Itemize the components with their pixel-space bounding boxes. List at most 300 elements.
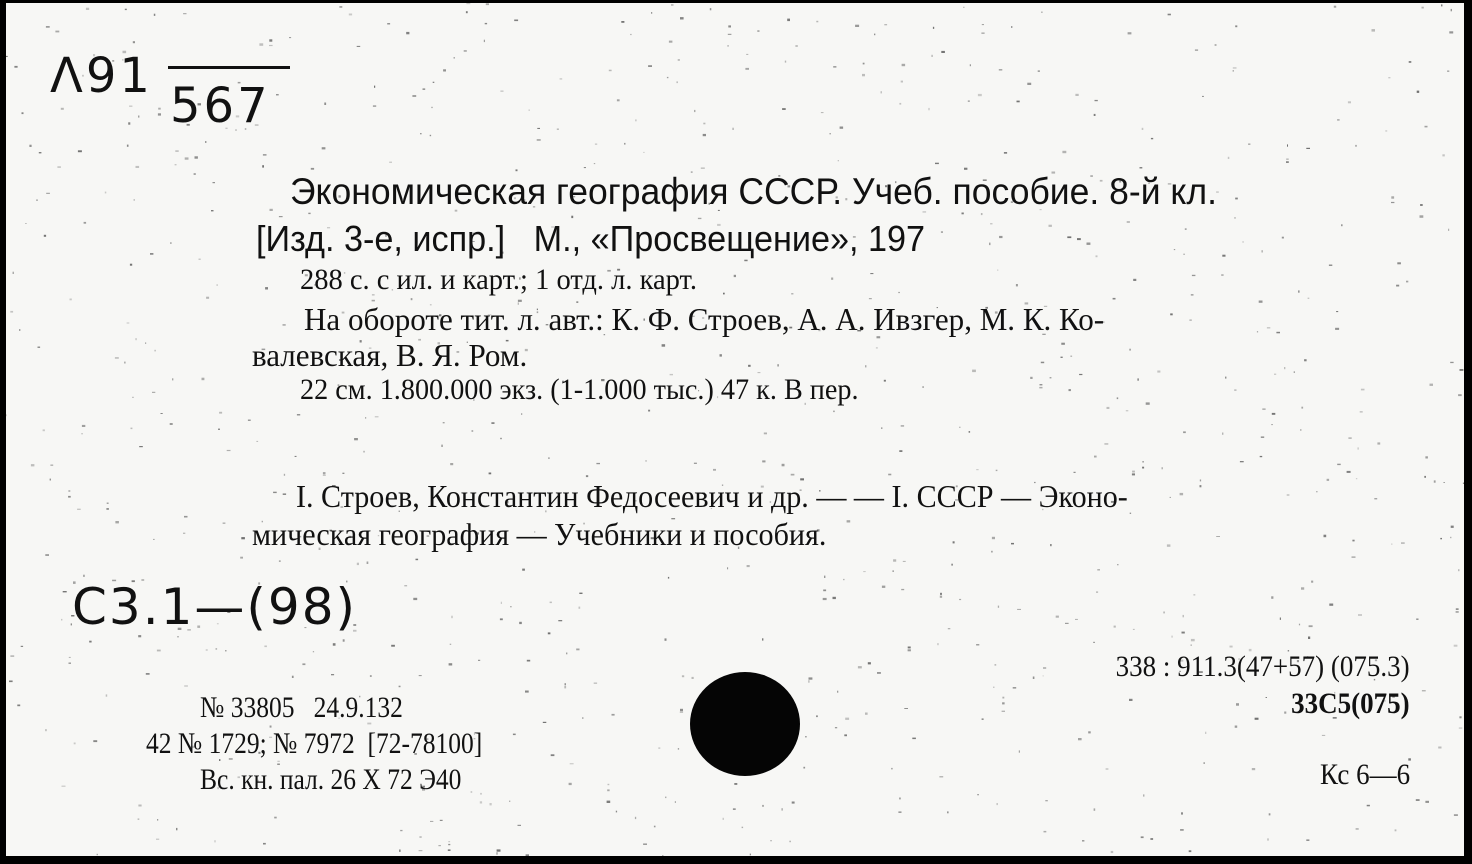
speckle [1137, 378, 1139, 380]
speckle [1041, 362, 1044, 364]
speckle [596, 463, 600, 464]
speckle [1306, 148, 1310, 149]
speckle [891, 768, 893, 770]
speckle [790, 841, 791, 843]
speckle [175, 164, 177, 165]
speckle [843, 579, 844, 580]
speckle [668, 577, 669, 579]
speckle [44, 235, 46, 237]
speckle [269, 39, 272, 41]
speckle [61, 619, 62, 621]
speckle [680, 709, 683, 711]
speckle [757, 30, 759, 31]
speckle [785, 61, 786, 63]
speckle [579, 593, 582, 594]
speckle [84, 222, 87, 224]
speckle [406, 32, 409, 34]
speckle [1448, 229, 1449, 231]
speckle [10, 655, 14, 657]
speckle [976, 644, 979, 645]
speckle [279, 561, 281, 562]
speckle [1356, 828, 1359, 829]
speckle [899, 450, 902, 452]
speckle [22, 112, 24, 114]
speckle [139, 446, 143, 447]
speckle [1416, 799, 1420, 801]
speckle [129, 106, 132, 107]
speckle [1157, 371, 1160, 373]
entry-pages-line: 288 с. с ил. и карт.; 1 отд. л. карт. [300, 263, 697, 296]
speckle [999, 236, 1002, 238]
speckle [1111, 851, 1114, 853]
speckle [1168, 14, 1171, 16]
speckle [651, 12, 652, 14]
speckle [747, 565, 750, 567]
speckle [582, 717, 584, 719]
speckle [1374, 498, 1377, 499]
speckle [433, 82, 435, 83]
speckle [1286, 161, 1289, 163]
speckle [898, 812, 901, 813]
speckle [1322, 735, 1325, 736]
speckle [1440, 538, 1442, 539]
speckle [837, 691, 838, 693]
speckle [1450, 537, 1451, 538]
speckle [1341, 224, 1343, 226]
speckle [570, 763, 574, 764]
entry-authors-line-2: валевская, В. Я. Ром. [252, 337, 528, 373]
speckle [710, 8, 712, 10]
speckle [93, 740, 97, 742]
speckle [1391, 196, 1394, 198]
entry-edition-line: [Изд. 3-е, испр.] М., «Просвещение», 197 [256, 218, 926, 259]
speckle [525, 691, 529, 693]
speckle [742, 827, 744, 828]
speckle [940, 593, 942, 595]
speckle [831, 278, 833, 280]
speckle [86, 8, 89, 10]
speckle [996, 470, 998, 471]
speckle [1082, 840, 1084, 841]
speckle [576, 649, 579, 651]
speckle [339, 6, 342, 7]
speckle [940, 596, 942, 598]
entry-title-line: Экономическая география СССР. Учеб. пособие. 8-й кл. [290, 171, 1217, 212]
speckle [816, 21, 818, 23]
speckle [1388, 77, 1390, 78]
speckle [1259, 301, 1263, 303]
speckle [658, 747, 660, 748]
speckle [1142, 128, 1144, 130]
speckle [734, 275, 736, 277]
speckle [1417, 91, 1420, 93]
speckle [1459, 716, 1461, 718]
speckle [999, 69, 1003, 70]
speckle [669, 41, 673, 43]
speckle [1132, 471, 1135, 473]
speckle [941, 51, 945, 53]
speckle [808, 680, 809, 683]
speckle [723, 293, 725, 295]
speckle [1087, 243, 1091, 245]
speckle [265, 287, 268, 289]
speckle [128, 122, 130, 124]
speckle [1420, 204, 1423, 206]
speckle [727, 45, 729, 47]
speckle [411, 298, 413, 300]
speckle [440, 820, 443, 821]
speckle [262, 165, 264, 167]
speckle [1294, 372, 1295, 373]
speckle [1336, 311, 1338, 312]
speckle [874, 34, 875, 36]
speckle [205, 141, 206, 143]
speckle [45, 729, 47, 731]
speckle [83, 575, 85, 577]
speckle [1337, 119, 1340, 120]
speckle [665, 638, 667, 640]
speckle [170, 242, 172, 243]
speckle [1104, 443, 1108, 444]
speckle [259, 43, 263, 46]
speckle [50, 479, 51, 481]
speckle [510, 606, 511, 607]
speckle [400, 830, 402, 831]
speckle [184, 685, 188, 686]
speckle [89, 641, 91, 643]
speckle [855, 25, 859, 27]
speckle [791, 293, 793, 294]
speckle [1191, 639, 1195, 641]
entry-print-line: 22 см. 1.800.000 экз. (1-1.000 тыс.) 47 к. В пер. [300, 373, 859, 406]
speckle [450, 644, 452, 645]
speckle [363, 451, 365, 453]
speckle [968, 101, 970, 102]
speckle [292, 676, 294, 678]
speckle [404, 585, 407, 586]
speckle [29, 145, 31, 147]
speckle [522, 569, 525, 571]
speckle [62, 786, 66, 787]
speckle [322, 147, 326, 149]
speckle [1358, 447, 1359, 449]
stamp-line-3: Вс. кн. пал. 26 Х 72 Э40 [200, 763, 462, 796]
speckle [466, 3, 470, 4]
speckle [150, 253, 153, 255]
speckle [1449, 31, 1453, 33]
speckle [1030, 377, 1032, 379]
speckle [863, 63, 865, 65]
speckle [608, 784, 610, 785]
speckle [805, 736, 806, 737]
speckle [1430, 384, 1434, 386]
speckle [106, 694, 108, 696]
speckle [990, 223, 992, 224]
speckle [901, 81, 903, 83]
speckle [1456, 608, 1459, 609]
speckle [1308, 637, 1310, 640]
speckle [982, 719, 984, 720]
speckle [17, 705, 20, 707]
speckle [643, 152, 644, 153]
speckle [497, 849, 501, 851]
speckle [865, 713, 868, 715]
speckle [947, 811, 948, 813]
speckle [692, 677, 694, 679]
speckle [500, 618, 503, 620]
speckle [153, 539, 154, 540]
speckle [1132, 473, 1135, 475]
speckle [933, 27, 934, 29]
speckle [1424, 476, 1426, 478]
speckle [1447, 70, 1449, 72]
speckle [566, 653, 567, 655]
speckle [1377, 442, 1380, 444]
speckle [389, 162, 392, 163]
speckle [431, 107, 432, 108]
speckle [1271, 596, 1273, 599]
speckle [1324, 535, 1327, 538]
speckle [50, 465, 53, 466]
speckle [862, 74, 865, 76]
speckle [868, 662, 871, 664]
speckle [548, 632, 551, 634]
speckle [1142, 461, 1143, 462]
speckle [1458, 394, 1462, 396]
speckle [270, 209, 273, 211]
speckle [157, 819, 158, 821]
speckle [787, 19, 790, 22]
speckle [1367, 805, 1370, 807]
fraction-bar [168, 66, 290, 69]
speckle [1011, 26, 1012, 28]
speckle [283, 324, 286, 326]
speckle [1182, 632, 1185, 634]
speckle [342, 473, 344, 474]
speckle [1172, 636, 1173, 638]
speckle [138, 116, 139, 118]
speckle [1276, 332, 1280, 334]
speckle [1050, 544, 1052, 546]
speckle [912, 738, 916, 740]
speckle [1360, 411, 1363, 413]
speckle [1416, 619, 1418, 620]
punch-hole [690, 672, 800, 776]
speckle [665, 797, 666, 799]
speckle [1396, 285, 1399, 287]
speckle [1004, 152, 1007, 154]
speckle [1243, 241, 1244, 243]
speckle [1460, 369, 1464, 371]
speckle [472, 430, 474, 432]
speckle [55, 31, 59, 33]
speckle [443, 422, 445, 423]
speckle [419, 850, 423, 851]
speckle [1228, 157, 1230, 159]
speckle [1141, 836, 1144, 838]
speckle [678, 748, 679, 750]
udc-line: 338 : 911.3(47+57) (075.3) [1116, 650, 1410, 683]
speckle [1151, 138, 1153, 139]
speckle [959, 599, 961, 600]
speckle [1459, 728, 1463, 729]
speckle [69, 663, 72, 664]
speckle [97, 854, 98, 855]
speckle [412, 95, 416, 97]
speckle [733, 808, 736, 810]
speckle [225, 650, 226, 651]
speckle [451, 616, 452, 619]
speckle [1133, 629, 1135, 630]
speckle [311, 168, 314, 170]
speckle [216, 648, 218, 649]
speckle [612, 714, 615, 716]
speckle [1347, 471, 1351, 473]
speckle [881, 427, 882, 429]
speckle [1216, 536, 1220, 537]
speckle [241, 537, 245, 539]
speckle [840, 127, 844, 129]
speckle [1271, 424, 1273, 425]
speckle [1114, 626, 1116, 628]
speckle [124, 362, 125, 364]
speckle [662, 344, 666, 347]
speckle [1269, 813, 1271, 815]
speckle [1300, 429, 1301, 431]
speckle [501, 602, 502, 604]
speckle [607, 789, 609, 791]
speckle [1425, 801, 1429, 803]
speckle [464, 50, 467, 51]
speckle [1311, 581, 1313, 583]
speckle [1425, 126, 1428, 128]
speckle [963, 7, 964, 8]
speckle [39, 152, 42, 153]
speckle [648, 65, 652, 67]
speckle [870, 273, 873, 274]
speckle [893, 570, 894, 572]
speckle [68, 496, 71, 498]
card-code: Кс 6—6 [1319, 758, 1410, 791]
speckle [448, 841, 450, 842]
speckle [1078, 738, 1082, 740]
speckle [908, 649, 911, 651]
speckle [607, 801, 611, 803]
speckle [643, 844, 647, 845]
speckle [1069, 389, 1071, 391]
speckle [1348, 437, 1351, 438]
speckle [43, 429, 45, 431]
speckle [1002, 702, 1005, 704]
speckle [115, 521, 119, 523]
speckle [289, 37, 291, 38]
speckle [1017, 101, 1020, 103]
speckle [1233, 67, 1237, 68]
speckle [1043, 667, 1046, 669]
speckle [1167, 544, 1171, 546]
speckle [448, 849, 451, 851]
speckle [374, 86, 375, 88]
speckle [881, 91, 882, 93]
speckle [21, 646, 23, 647]
speckle [1306, 840, 1309, 841]
speckle [130, 264, 132, 266]
speckle [466, 11, 468, 13]
speckle [833, 411, 834, 413]
speckle [14, 66, 17, 68]
speckle [449, 663, 453, 665]
speckle [161, 413, 163, 414]
speckle [1027, 83, 1031, 85]
speckle [367, 562, 369, 565]
speckle [211, 210, 214, 211]
speckle [202, 378, 205, 381]
speckle [1106, 768, 1109, 770]
speckle [274, 817, 277, 819]
card-top-edge [0, 0, 1472, 3]
speckle [223, 523, 226, 524]
speckle [1301, 407, 1303, 409]
speckle [138, 819, 140, 820]
speckle [1284, 367, 1285, 369]
speckle [214, 840, 215, 842]
speckle [803, 767, 805, 769]
speckle [1095, 100, 1098, 101]
speckle [519, 622, 522, 624]
speckle [206, 297, 209, 299]
speckle [70, 299, 72, 301]
speckle [728, 34, 732, 35]
speckle [269, 45, 273, 46]
speckle [996, 803, 998, 805]
speckle [419, 836, 421, 838]
speckle [1215, 44, 1217, 45]
speckle [1163, 612, 1165, 614]
speckle [821, 112, 824, 113]
speckle [1056, 616, 1059, 618]
speckle [127, 323, 130, 324]
speckle [882, 586, 885, 588]
speckle [1113, 298, 1116, 300]
speckle [454, 57, 455, 59]
speckle [46, 193, 50, 194]
speckle [1356, 478, 1357, 479]
speckle [146, 673, 150, 675]
speckle [1033, 677, 1035, 680]
speckle [1352, 557, 1356, 558]
speckle [908, 647, 911, 649]
speckle [484, 40, 485, 42]
speckle [1129, 349, 1131, 351]
speckle [899, 292, 900, 293]
speckle [478, 660, 480, 661]
speckle [1107, 407, 1110, 409]
speckle [594, 683, 597, 684]
speckle [1127, 221, 1130, 223]
speckle [184, 516, 188, 518]
speckle [1282, 237, 1284, 239]
speckle [782, 464, 785, 467]
speckle [500, 438, 501, 439]
speckle [678, 59, 680, 61]
speckle [1183, 615, 1185, 617]
speckle [845, 718, 849, 720]
speckle [1075, 619, 1078, 620]
speckle [1140, 167, 1143, 169]
speckle [45, 554, 49, 556]
speckle [745, 68, 749, 70]
speckle [902, 64, 906, 66]
